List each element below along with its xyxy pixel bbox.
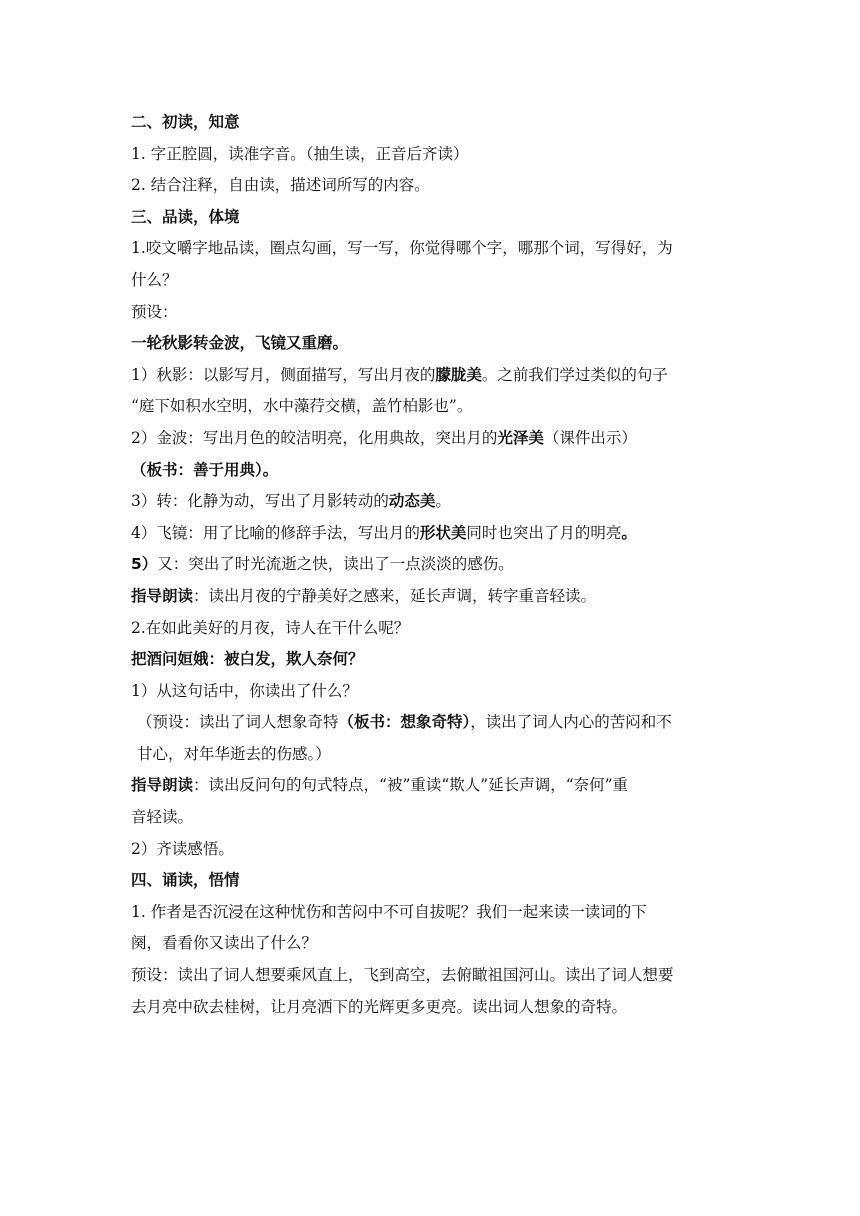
emphasis: 5）: [131, 555, 158, 574]
paragraph-line: 音轻读。: [131, 808, 194, 827]
paragraph-line: 1.咬文嚼字地品读，圈点勾画，写一写，你觉得哪个字，哪那个词，写得好，为: [131, 239, 673, 258]
emphasis: 。: [621, 523, 637, 542]
board-note: （板书：善于用典）。: [131, 460, 279, 479]
paragraph: [131, 960, 732, 1023]
paragraph: 2）齐读感悟。: [131, 839, 234, 858]
paragraph: [131, 707, 732, 770]
paragraph: [131, 486, 732, 518]
emphasis: 朦胧美: [435, 365, 482, 384]
section-heading-4: 四、诵读，悟情: [131, 871, 240, 890]
paragraph: [131, 518, 732, 550]
text: 3）转：化静为动，写出了月影转动的: [131, 492, 389, 511]
emphasis: 动态美: [388, 492, 436, 511]
paragraph: [131, 360, 732, 423]
paragraph: [131, 549, 732, 581]
paragraph-line: [131, 423, 732, 455]
text: 4）飞镜：用了比喻的修辞手法，写出月的: [131, 523, 420, 542]
paragraph: [131, 423, 732, 486]
paragraph-line: 预设：读出了词人想要乘风直上，飞到高空，去俯瞰祖国河山。读出了词人想要: [131, 966, 674, 985]
text: （课件出示）: [543, 428, 637, 447]
section-heading-3: 三、品读，体境: [131, 207, 240, 226]
paragraph-line: [131, 360, 732, 392]
paragraph-line: [131, 770, 732, 802]
text: 1）秋影：以影写月，侧面描写，写出月夜的: [131, 365, 436, 384]
text: 。之前我们学过类似的句子: [481, 365, 668, 384]
poem-quote: 把酒问姮娥：被白发，欺人奈何？: [131, 650, 364, 669]
paragraph-line: 阕，看看你又读出了什么？: [131, 934, 318, 953]
text: 2）金波：写出月色的皎洁明亮，化用典故，突出月的: [131, 428, 498, 447]
text: （预设：读出了词人想象奇特: [137, 713, 339, 732]
paragraph: 预设：: [131, 302, 178, 321]
section-heading-2: 二、初读，知意: [131, 113, 240, 131]
text: ：读出反问句的句式特点，“被”重读“欺人”延长声调，“奈何”重: [193, 776, 629, 795]
paragraph: [131, 770, 732, 833]
paragraph-line: 什么？: [131, 270, 178, 289]
emphasis: 形状美: [419, 523, 467, 542]
paragraph: [131, 581, 732, 613]
paragraph-line: 甘心，对年华逝去的伤感。）: [137, 744, 331, 763]
paragraph: 1. 字正腔圆，读准字音。（抽生读，正音后齐读）: [131, 144, 469, 163]
paragraph-line: [137, 707, 732, 739]
emphasis: （板书：想象奇特）: [338, 713, 471, 732]
text: 又：突出了时光流逝之快，读出了一点淡淡的感伤。: [157, 555, 514, 574]
paragraph-line: “庭下如积水空明，水中藻荇交横，盖竹柏影也”。: [131, 397, 473, 416]
paragraph: 2. 结合注释，自由读，描述词所写的内容。: [131, 176, 430, 195]
text: 同时也突出了月的明亮: [466, 523, 622, 542]
emphasis: 光泽美: [497, 428, 544, 447]
text: 。: [435, 492, 451, 511]
emphasis: 指导朗读: [131, 776, 194, 795]
paragraph: 1）从这句话中，你读出了什么？: [131, 681, 358, 700]
poem-quote: 一轮秋影转金波，飞镜又重磨。: [131, 334, 349, 353]
text: ：读出月夜的宁静美好之感来，延长声调，转字重音轻读。: [193, 586, 597, 605]
paragraph: 2.在如此美好的月夜，诗人在干什么呢？: [131, 618, 410, 637]
paragraph: [131, 233, 732, 296]
paragraph: [131, 897, 732, 960]
paragraph-line: 1. 作者是否沉浸在这种忧伤和苦闷中不可自拔呢？我们一起来读一读词的下: [131, 902, 647, 921]
paragraph-line: 去月亮中砍去桂树，让月亮洒下的光辉更多更亮。读出词人想象的奇特。: [131, 997, 628, 1016]
emphasis: 指导朗读: [131, 586, 194, 605]
text: ，读出了词人内心的苦闷和不: [470, 713, 672, 732]
